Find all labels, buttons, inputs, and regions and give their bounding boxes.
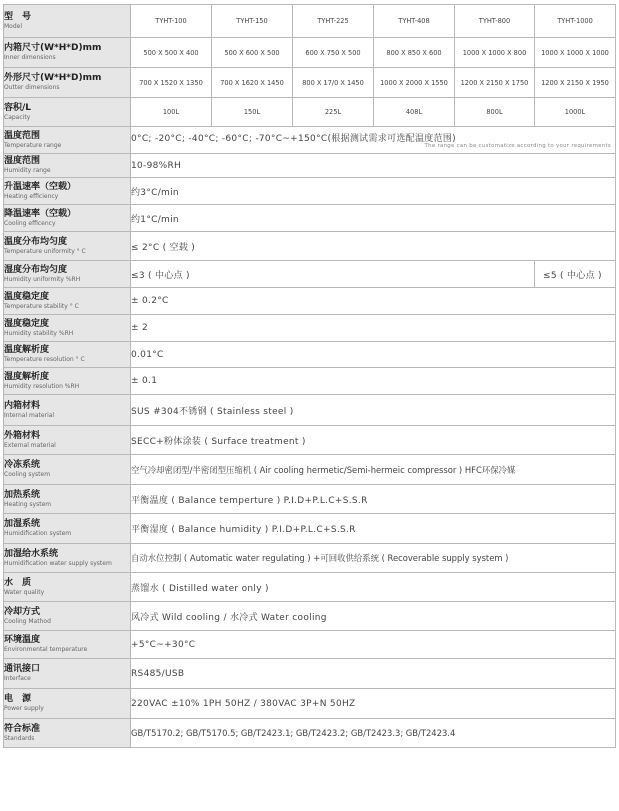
internal-material-row xyxy=(4,395,616,426)
humidity-resolution-value: ± 0.1 xyxy=(131,368,616,395)
power-supply-row xyxy=(4,689,616,719)
model-label: 型 号 xyxy=(4,11,32,22)
humidity-range-row xyxy=(4,154,616,178)
standards-value: GB/T5170.2; GB/T5170.5; GB/T2423.1; GB/T2423.2; GB/T2423.3; GB/T2423.4 xyxy=(131,719,616,748)
heating-system-label-cell xyxy=(4,485,131,514)
humidity-resolution-label-en: Humidity resolution %RH xyxy=(4,382,80,390)
humidity-range-label-en: Humidity range xyxy=(4,167,51,174)
water-supply-label-en: Humidification water supply system xyxy=(4,559,112,567)
temperature-resolution-value: 0.01°C xyxy=(131,342,616,368)
interface-label: 通讯接口 xyxy=(4,664,41,674)
temperature-uniformity-row xyxy=(4,232,616,261)
humidity-uniformity-label-en: Humidity uniformity %RH xyxy=(4,275,81,283)
temperature-range-label-en: Temperature range xyxy=(4,141,62,149)
internal-material-value: SUS #304不锈钢 ( Stainless steel ) xyxy=(131,395,616,426)
capacity-row xyxy=(4,98,616,127)
model-cell: TYHT-800 xyxy=(455,5,535,38)
capacity-cell: 408L xyxy=(374,98,455,127)
humidification-system-row xyxy=(4,514,616,544)
outer-dimensions-cell: 800 X 17/0 X 1450 xyxy=(293,68,374,98)
inner-dimensions-cell: 600 X 750 X 500 xyxy=(293,38,374,68)
cooling-method-label-en: Cooling Mathod xyxy=(4,617,51,625)
cooling-system-label-en: Cooling system xyxy=(4,471,51,478)
environment-temperature-row xyxy=(4,631,616,659)
inner-dimensions-cell: 1000 X 1000 X 800 xyxy=(455,38,535,68)
temperature-stability-row xyxy=(4,288,616,315)
cooling-method-row xyxy=(4,602,616,631)
temperature-resolution-row xyxy=(4,342,616,368)
humidity-uniformity-value-side: ≤5 ( 中心点 ) xyxy=(535,261,616,288)
humidity-stability-row xyxy=(4,315,616,342)
environment-temperature-value: +5°C~+30°C xyxy=(131,631,616,659)
water-quality-row xyxy=(4,573,616,602)
cooling-system-label: 冷冻系统 xyxy=(4,460,41,470)
environment-temperature-label-cell xyxy=(4,631,131,659)
model-cell: TYHT-225 xyxy=(293,5,374,38)
internal-material-label-cell xyxy=(4,395,131,426)
inner-dimensions-cell: 500 X 500 X 400 xyxy=(131,38,212,68)
inner-dimensions-cell: 800 X 850 X 600 xyxy=(374,38,455,68)
outer-dimensions-cell: 1000 X 2000 X 1550 xyxy=(374,68,455,98)
heating-system-value: 平衡温度 ( Balance temperture ) P.I.D+P.L.C+S.S.R xyxy=(131,485,616,514)
capacity-label-en: Capacity xyxy=(4,113,31,121)
heating-rate-label-cell xyxy=(4,178,131,205)
heating-rate-row xyxy=(4,178,616,205)
external-material-label: 外箱材料 xyxy=(4,430,41,441)
water-supply-label-cell xyxy=(4,544,131,573)
interface-label-en: Interface xyxy=(4,675,31,682)
model-label-cell xyxy=(4,5,131,38)
cooling-rate-value: 约1°C/min xyxy=(131,205,616,232)
inner-dimensions-cell: 500 X 600 X 500 xyxy=(212,38,293,68)
spec-table xyxy=(3,4,616,748)
inner-dimensions-cell: 1000 X 1000 X 1000 xyxy=(535,38,616,68)
interface-row xyxy=(4,659,616,689)
capacity-cell: 800L xyxy=(455,98,535,127)
cooling-system-value: 空气冷却密闭型/半密闭型压缩机 ( Air cooling hermetic/Semi-hermeic compressor ) HFC环保冷媒 xyxy=(131,455,616,485)
outer-dimensions-cell: 1200 X 2150 X 1750 xyxy=(455,68,535,98)
humidity-resolution-row xyxy=(4,368,616,395)
cooling-method-label-cell xyxy=(4,602,131,631)
humidity-uniformity-row xyxy=(4,261,616,288)
water-supply-label: 加湿给水系统 xyxy=(4,548,59,559)
humidification-system-label-cell xyxy=(4,514,131,544)
power-supply-value: 220VAC ±10% 1PH 50HZ / 380VAC 3P+N 50HZ xyxy=(131,689,616,719)
inner-dimensions-label-en: Inner dimensions xyxy=(4,54,56,61)
inner-dimensions-label: 内箱尺寸(W*H*D)mm xyxy=(4,43,102,53)
power-supply-label-cell xyxy=(4,689,131,719)
capacity-cell: 150L xyxy=(212,98,293,127)
heating-rate-label-en: Heating efficiency xyxy=(4,192,59,200)
model-cell: TYHT-150 xyxy=(212,5,293,38)
cooling-rate-label: 降温速率（空载） xyxy=(4,208,77,219)
environment-temperature-label-en: Environmental temperature xyxy=(4,646,88,653)
water-supply-row xyxy=(4,544,616,573)
capacity-label: 容积/L xyxy=(4,102,32,113)
cooling-system-row xyxy=(4,455,616,485)
humidity-resolution-label-cell xyxy=(4,368,131,395)
humidity-range-label: 湿度范围 xyxy=(4,156,41,166)
temperature-range-label-cell xyxy=(4,127,131,154)
temperature-range-value: 0°C; -20°C; -40°C; -60°C; -70°C~+150°C(根据测试需求可选配温度范围) xyxy=(131,133,456,144)
outer-dimensions-row xyxy=(4,68,616,98)
humidity-uniformity-value: ≤3 ( 中心点 ) xyxy=(131,261,535,288)
temperature-resolution-label-en: Temperature resolution ° C xyxy=(4,356,85,363)
humidity-range-label-cell xyxy=(4,154,131,178)
heating-system-row xyxy=(4,485,616,514)
capacity-cell: 100L xyxy=(131,98,212,127)
interface-value: RS485/USB xyxy=(131,659,616,689)
inner-dimensions-label-cell xyxy=(4,38,131,68)
model-cell: TYHT-1000 xyxy=(535,5,616,38)
humidification-system-value: 平衡湿度 ( Balance humidity ) P.I.D+P.L.C+S.S.R xyxy=(131,514,616,544)
temperature-range-note: The range can be customatize according to your requirements xyxy=(424,142,611,149)
humidity-range-value: 10-98%RH xyxy=(131,154,616,178)
cooling-rate-label-cell xyxy=(4,205,131,232)
humidity-uniformity-label-cell xyxy=(4,261,131,288)
temperature-stability-label-cell xyxy=(4,288,131,315)
model-cell: TYHT-408 xyxy=(374,5,455,38)
humidity-stability-value: ± 2 xyxy=(131,315,616,342)
standards-label: 符合标准 xyxy=(4,723,41,734)
external-material-label-cell xyxy=(4,426,131,455)
outer-dimensions-cell: 700 X 1520 X 1350 xyxy=(131,68,212,98)
outer-dimensions-cell: 1200 X 2150 X 1950 xyxy=(535,68,616,98)
standards-label-cell xyxy=(4,719,131,748)
cooling-method-value: 风冷式 Wild cooling / 水冷式 Water cooling xyxy=(131,602,616,631)
temperature-resolution-label-cell xyxy=(4,342,131,368)
water-quality-label-en: Water quality xyxy=(4,588,45,596)
temperature-uniformity-label-cell xyxy=(4,232,131,261)
temperature-stability-value: ± 0.2°C xyxy=(131,288,616,315)
outer-dimensions-label-cell xyxy=(4,68,131,98)
model-row xyxy=(4,5,616,38)
capacity-cell: 225L xyxy=(293,98,374,127)
model-cell: TYHT-100 xyxy=(131,5,212,38)
temperature-range-value-cell xyxy=(131,127,616,154)
humidification-system-label: 加湿系统 xyxy=(4,519,41,529)
standards-row xyxy=(4,719,616,748)
capacity-cell: 1000L xyxy=(535,98,616,127)
humidity-resolution-label: 湿度解析度 xyxy=(4,371,50,382)
outer-dimensions-label-en: Outter dimensions xyxy=(4,84,60,91)
external-material-label-en: External material xyxy=(4,441,56,449)
heating-rate-label: 升温速率（空载） xyxy=(4,181,77,192)
interface-label-cell xyxy=(4,659,131,689)
model-label-en: Model xyxy=(4,22,23,30)
heating-rate-value: 约3°C/min xyxy=(131,178,616,205)
water-supply-value: 自动水位控制 ( Automatic water regulating ) +可回收供给系统 ( Recoverable supply system ) xyxy=(131,544,616,573)
capacity-label-cell xyxy=(4,98,131,127)
cooling-method-label: 冷却方式 xyxy=(4,606,41,617)
standards-label-en: Standards xyxy=(4,734,35,742)
inner-dimensions-row xyxy=(4,38,616,68)
power-supply-label-en: Power supply xyxy=(4,705,44,712)
heating-system-label: 加热系统 xyxy=(4,489,41,500)
outer-dimensions-label: 外形尺寸(W*H*D)mm xyxy=(4,73,102,83)
humidity-stability-label-en: Humidity stability %RH xyxy=(4,329,74,337)
temperature-range-row xyxy=(4,127,616,154)
cooling-rate-row xyxy=(4,205,616,232)
temperature-uniformity-label-en: Temperature uniformity ° C xyxy=(4,247,86,255)
humidification-system-label-en: Humidification system xyxy=(4,530,72,537)
temperature-resolution-label: 温度解析度 xyxy=(4,345,50,355)
external-material-value: SECC+粉体涂装 ( Surface treatment ) xyxy=(131,426,616,455)
cooling-system-label-cell xyxy=(4,455,131,485)
humidity-stability-label: 湿度稳定度 xyxy=(4,318,50,329)
cooling-rate-label-en: Cooling efficency xyxy=(4,219,56,227)
power-supply-label: 电 源 xyxy=(4,694,32,704)
temperature-uniformity-value: ≤ 2°C ( 空载 ) xyxy=(131,232,616,261)
water-quality-label: 水 质 xyxy=(4,577,32,588)
humidity-uniformity-label: 湿度分布均匀度 xyxy=(4,264,68,275)
environment-temperature-label: 环境温度 xyxy=(4,635,41,645)
temperature-uniformity-label: 温度分布均匀度 xyxy=(4,236,68,247)
water-quality-label-cell xyxy=(4,573,131,602)
heating-system-label-en: Heating system xyxy=(4,500,52,508)
temperature-range-label: 温度范围 xyxy=(4,130,41,141)
outer-dimensions-cell: 700 X 1620 X 1450 xyxy=(212,68,293,98)
internal-material-label: 内箱材料 xyxy=(4,400,41,411)
internal-material-label-en: Internal material xyxy=(4,411,55,419)
temperature-stability-label-en: Temperature stability ° C xyxy=(4,302,79,310)
external-material-row xyxy=(4,426,616,455)
humidity-stability-label-cell xyxy=(4,315,131,342)
water-quality-value: 蒸馏水 ( Distilled water only ) xyxy=(131,573,616,602)
temperature-stability-label: 温度稳定度 xyxy=(4,291,50,302)
